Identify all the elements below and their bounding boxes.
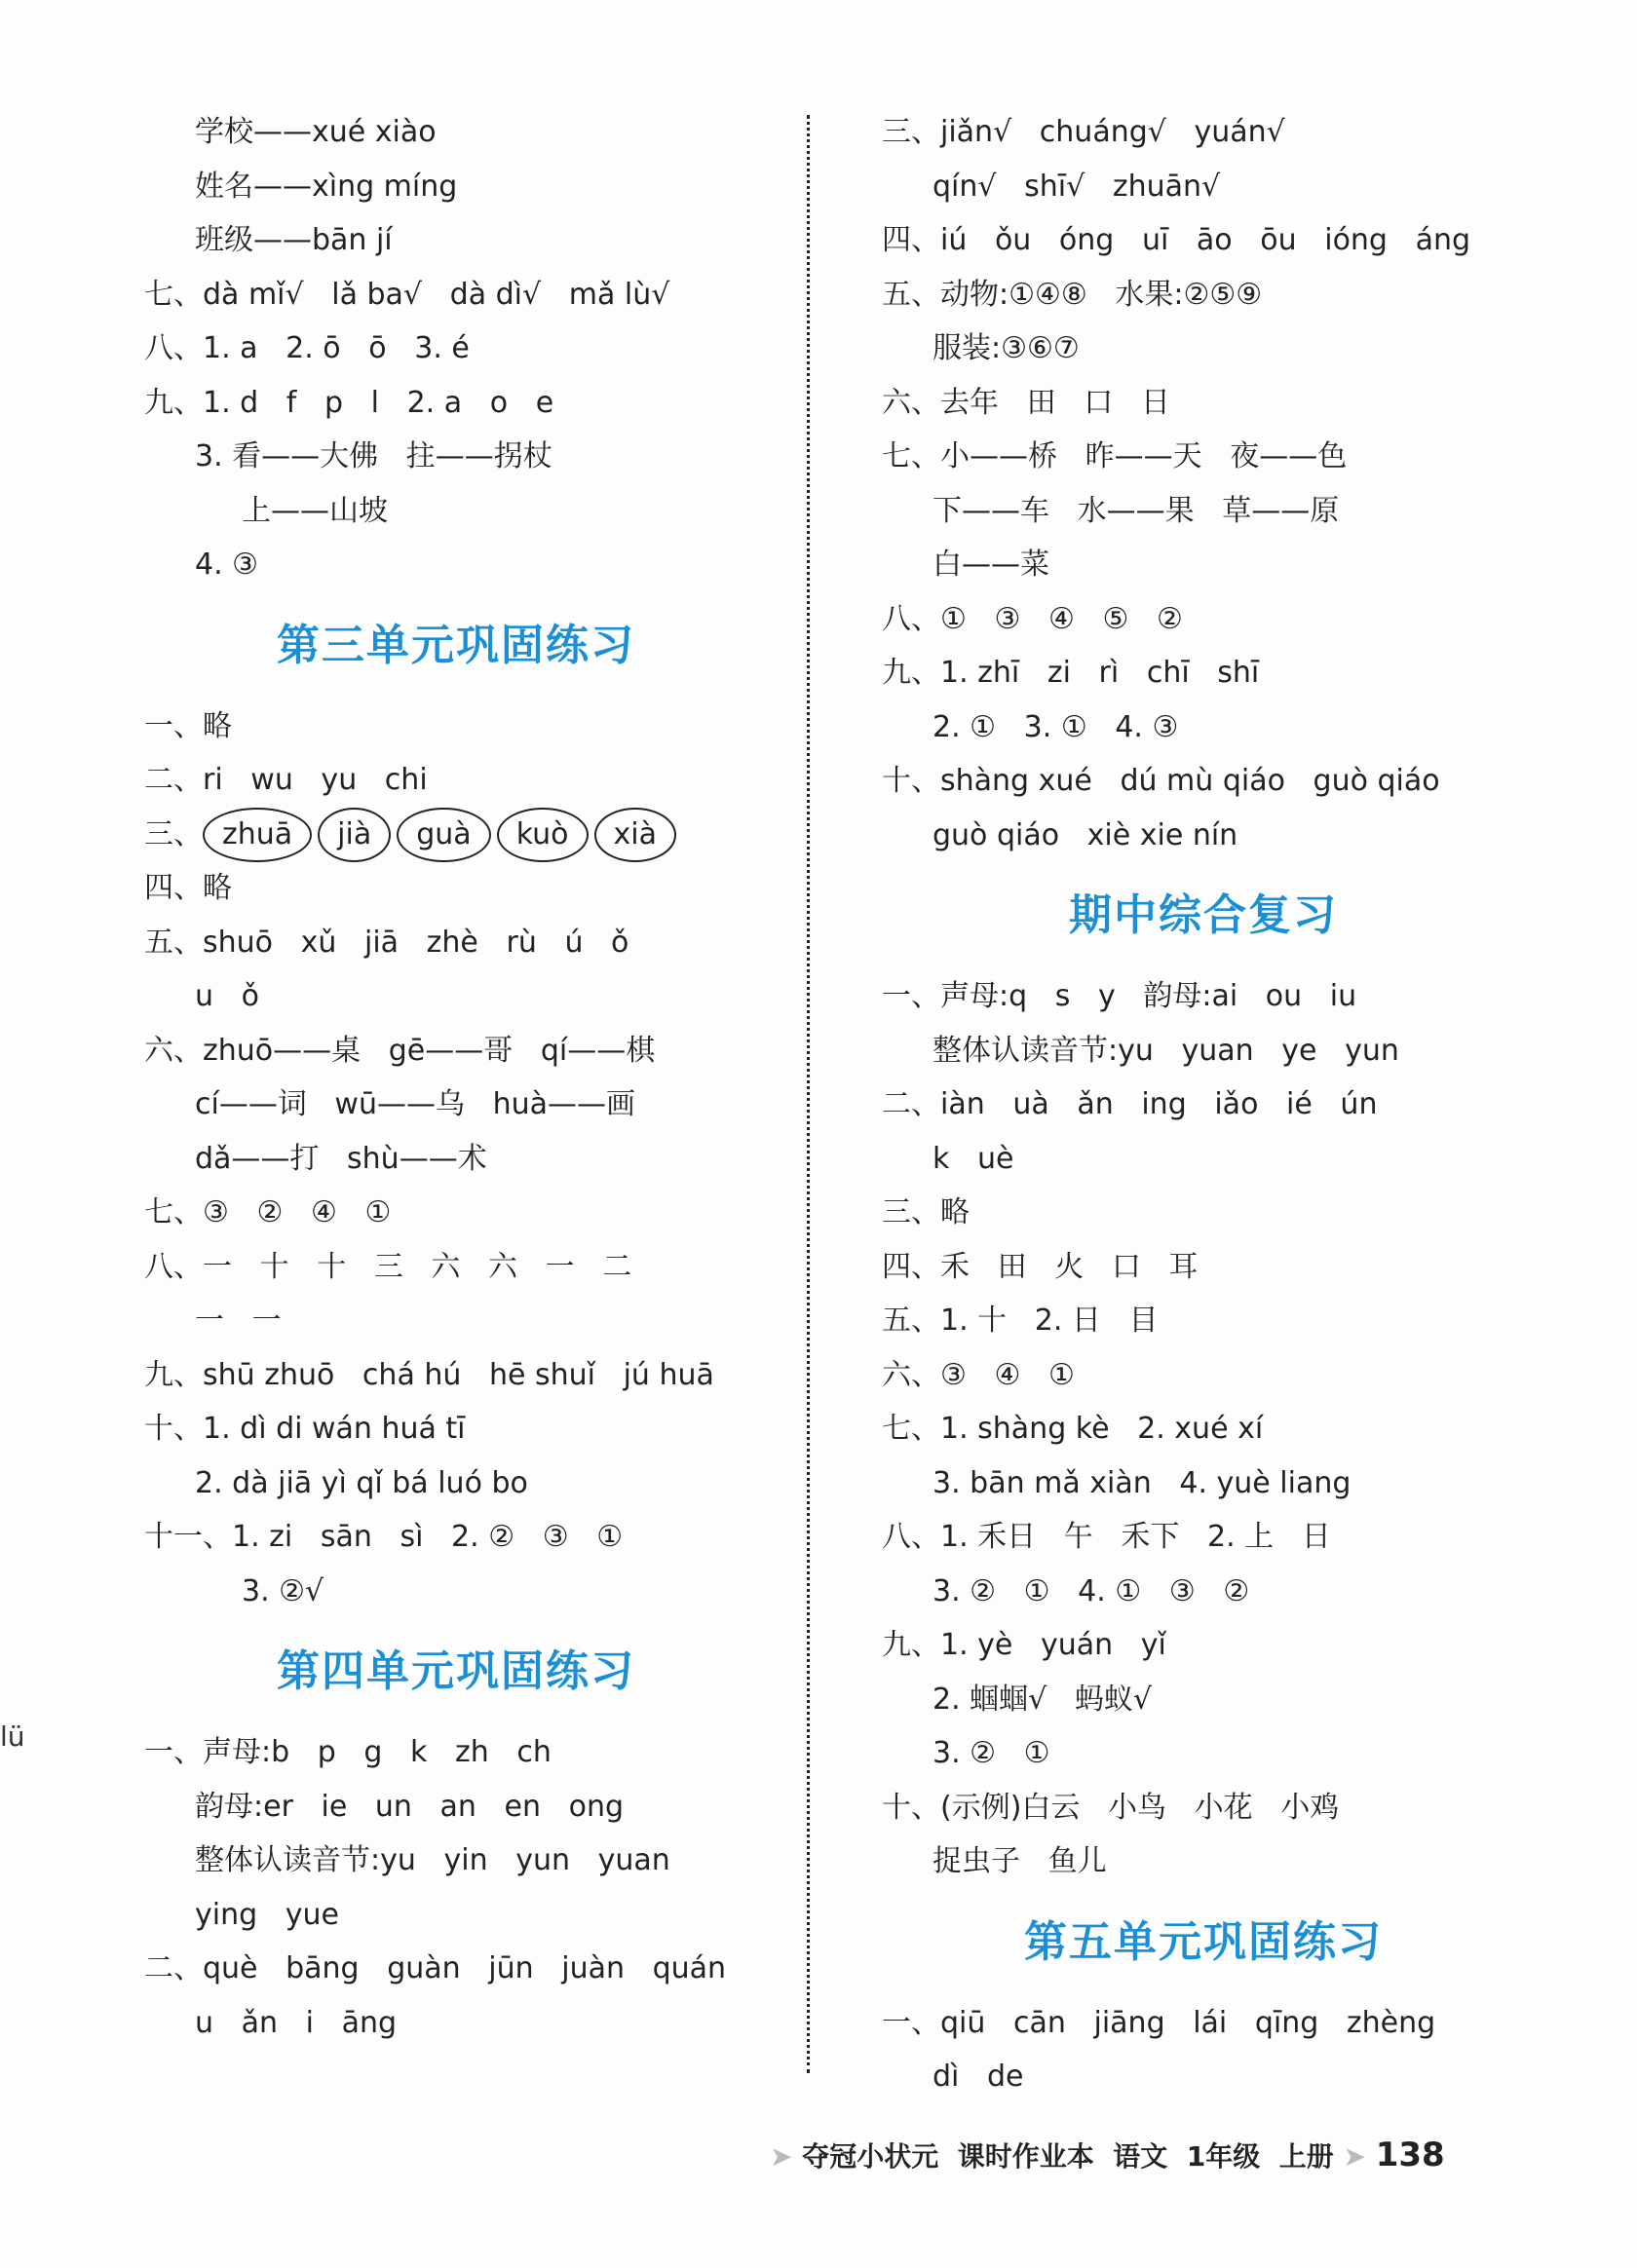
left-column	[144, 105, 768, 2050]
answer-line: 2. 蝈蝈√ 蚂蚁√	[933, 1682, 1152, 1717]
answer-line: 六、③ ④ ①	[882, 1357, 1075, 1392]
answer-line: 3. bān mǎ xiàn 4. yuè liang	[933, 1465, 1351, 1500]
answer-line: 3. ② ① 4. ① ③ ②	[933, 1573, 1250, 1608]
answer-line: 八、一 十 十 三 六 六 一 二	[144, 1249, 632, 1284]
answer-line: 一、声母:q s y 韵母:ai ou iu	[882, 979, 1357, 1013]
answer-line: 九、1. d f p l 2. a o e	[144, 385, 554, 420]
arrow-icon: ➤	[1343, 2140, 1366, 2173]
answer-line: 三、略	[882, 1195, 970, 1229]
answer-line: 整体认读音节:yu yuan ye yun	[933, 1033, 1399, 1068]
answer-line: 3. 看——大佛 拄——拐杖	[195, 439, 552, 473]
answer-line: 十一、1. zi sān sì 2. ② ③ ①	[144, 1520, 624, 1554]
margin-mark: lü	[0, 1720, 25, 1753]
answer-line: 2. ① 3. ① 4. ③	[933, 709, 1179, 744]
answer-line: 六、去年 田 口 日	[882, 385, 1170, 420]
answer-line: 白——菜	[933, 548, 1049, 582]
answer-line: 七、dà mǐ√ lǎ ba√ dà dì√ mǎ lù√	[144, 277, 670, 312]
answer-line: 一、略	[144, 708, 232, 743]
answer-line: 四、iú ǒu óng uī āo ōu ióng áng	[882, 223, 1471, 257]
answer-line: 学校——xué xiào	[195, 115, 437, 149]
answer-line: 一 一	[195, 1304, 282, 1338]
answer-line: 五、shuō xǔ jiā zhè rù ú ǒ	[144, 925, 629, 960]
answer-line: 九、1. yè yuán yǐ	[882, 1628, 1166, 1662]
arrow-icon: ➤	[770, 2140, 793, 2173]
answer-line: dì de	[933, 2060, 1024, 2094]
right-column	[882, 105, 1525, 2104]
answer-line: 2. dà jiā yì qǐ bá luó bo	[195, 1465, 528, 1500]
circled-pinyin: jià	[318, 808, 391, 862]
answer-line: 七、1. shàng kè 2. xué xí	[882, 1412, 1264, 1446]
circled-pinyin: zhuā	[203, 808, 312, 862]
answer-line: 韵母:er ie un an en ong	[195, 1789, 625, 1824]
answer-line: guò qiáo xiè xie nín	[933, 817, 1238, 852]
answer-line: k uè	[933, 1141, 1014, 1176]
answer-line: 4. ③	[195, 548, 259, 582]
answer-line	[144, 808, 768, 862]
section-title: 第四单元巩固练习	[277, 1646, 635, 1696]
footer-publisher: 夺冠小状元	[802, 2140, 939, 2173]
answer-line: 一、qiū cān jiāng lái qīng zhèng	[882, 2005, 1436, 2040]
page-footer	[770, 2136, 1445, 2174]
answer-line: 十、shàng xué dú mù qiáo guò qiáo	[882, 764, 1440, 798]
circled-pinyin: kuò	[497, 808, 589, 862]
section-title: 第五单元巩固练习	[1024, 1916, 1383, 1967]
answer-line: 姓名——xìng míng	[195, 169, 458, 204]
answer-line: 六、zhuō——桌 gē——哥 qí——棋	[144, 1033, 656, 1068]
answer-line: 3. ②√	[242, 1573, 324, 1608]
answer-line: 五、1. 十 2. 日 目	[882, 1304, 1159, 1338]
page-number: 138	[1375, 2136, 1445, 2174]
answer-line: dǎ——打 shù——术	[195, 1141, 487, 1176]
answer-line: 九、shū zhuō chá hú hē shuǐ jú huā	[144, 1357, 714, 1392]
answer-line: ying yue	[195, 1897, 339, 1932]
answer-line: 七、小——桥 昨——天 夜——色	[882, 439, 1348, 473]
answer-line: 五、动物:①④⑧ 水果:②⑤⑨	[882, 277, 1263, 312]
answer-line: 二、iàn uà ǎn ing iǎo ié ún	[882, 1087, 1378, 1121]
answer-line: 整体认读音节:yu yin yun yuan	[195, 1843, 670, 1877]
column-divider	[807, 115, 810, 2073]
question-number: 三、	[144, 816, 203, 851]
answer-line: cí——词 wū——乌 huà——画	[195, 1087, 636, 1121]
answer-line: 服装:③⑥⑦	[933, 331, 1080, 365]
answer-line: 二、ri wu yu chi	[144, 763, 428, 797]
footer-volume: 上册	[1278, 2140, 1334, 2173]
answer-line: 二、què bāng guàn jūn juàn quán	[144, 1951, 727, 1985]
circled-pinyin: guà	[397, 808, 490, 862]
answer-line: 八、1. a 2. ō ō 3. é	[144, 331, 470, 365]
circled-pinyin: xià	[594, 808, 676, 862]
footer-grade: 1年级	[1186, 2140, 1261, 2173]
answer-line: 十、(示例)白云 小鸟 小花 小鸡	[882, 1790, 1340, 1825]
answer-line: 上——山坡	[242, 493, 388, 528]
answer-line: 下——车 水——果 草——原	[933, 493, 1340, 528]
footer-series: 课时作业本	[957, 2140, 1094, 2173]
answer-line: 一、声母:b p g k zh ch	[144, 1735, 552, 1769]
footer-subject: 语文	[1113, 2140, 1168, 2173]
answer-line: 七、③ ② ④ ①	[144, 1195, 392, 1229]
section-title: 期中综合复习	[1069, 890, 1338, 940]
answer-line: 九、1. zhī zi rì chī shī	[882, 656, 1260, 690]
answer-line: 3. ② ①	[933, 1736, 1050, 1770]
answer-line: 三、jiǎn√ chuáng√ yuán√	[882, 115, 1285, 149]
answer-line: qín√ shī√ zhuān√	[933, 169, 1221, 204]
answer-line: 十、1. dì di wán huá tī	[144, 1412, 466, 1446]
answer-line: 四、禾 田 火 口 耳	[882, 1249, 1199, 1284]
answer-line: 班级——bān jí	[195, 223, 393, 257]
answer-line: 四、略	[144, 871, 232, 905]
answer-line: 八、① ③ ④ ⑤ ②	[882, 601, 1183, 636]
answer-line: u ǎn i āng	[195, 2005, 398, 2040]
section-title: 第三单元巩固练习	[277, 620, 635, 670]
answer-line: 捉虫子 鱼儿	[933, 1844, 1107, 1878]
answer-line: 八、1. 禾日 午 禾下 2. 上 日	[882, 1520, 1331, 1554]
answer-line: u ǒ	[195, 979, 259, 1013]
